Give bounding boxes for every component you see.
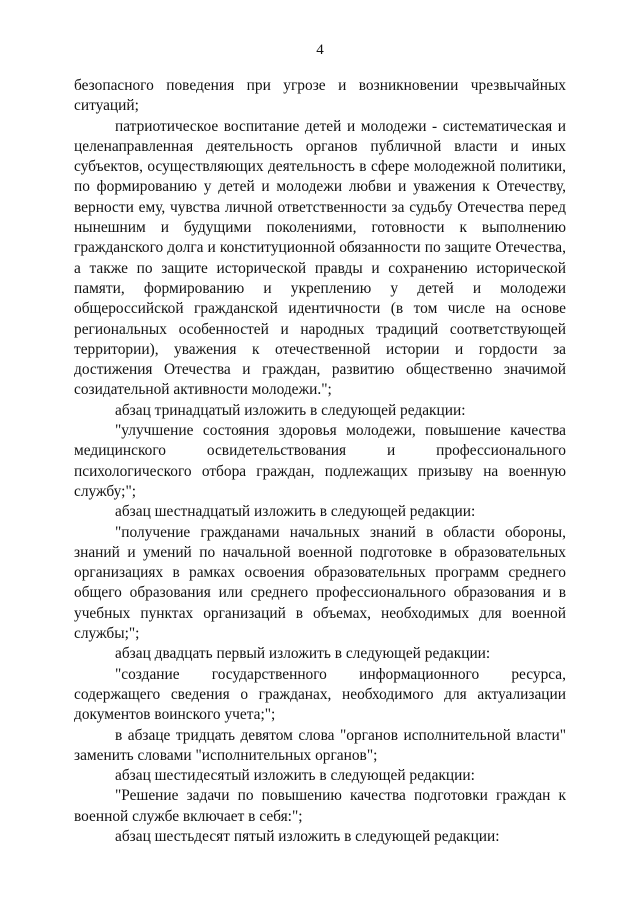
paragraph-quote-task: "Решение задачи по повышению качества подготовки граждан к военной службе включает в себя:"; <box>74 787 566 825</box>
paragraph-amendment-16: абзац шестнадцатый изложить в следующей редакции: <box>115 503 476 521</box>
paragraph-continuation: безопасного поведения при угрозе и возникновении чрезвычайных ситуаций; <box>74 77 566 115</box>
paragraph-amendment-39: в абзаце тридцать девятом слова "органов исполнительной власти" заменить словами "исполнительных органов"; <box>74 726 566 764</box>
paragraph-quote-health: "улучшение состояния здоровья молодежи, повышение качества медицинского освидетельствования и профессионального психологического отбора граждан, подлежащих призыву на военную службу;"; <box>74 422 566 500</box>
paragraph-amendment-65: абзац шестьдесят пятый изложить в следующей редакции: <box>115 827 500 845</box>
paragraph-quote-registry: "создание государственного информационного ресурса, содержащего сведения о гражданах, необходимого для актуализации документов воинского учета;"; <box>74 665 566 724</box>
paragraph-amendment-21: абзац двадцать первый изложить в следующей редакции: <box>115 645 491 663</box>
paragraph-amendment-60: абзац шестидесятый изложить в следующей редакции: <box>115 767 475 785</box>
page-number: 4 <box>316 42 324 58</box>
paragraph-patriotic-education: патриотическое воспитание детей и молодежи - систематическая и целенаправленная деятельность органов публичной власти и иных субъектов, осуществляющих деятельность в сфере молодежной политики, по формированию у детей и молодежи любви и уважения к Отечеству, верности ему, чувства личной ответственности за судьбу Отечества перед нынешним и будущими поколениями, готовности к выполнению гражданского долга и конституционной обязанности по защите Отечества, а также по защите исторической правды и сохранению исторической памяти, формированию и укреплению у детей и молодежи общероссийской гражданской идентичности (в том числе на основе региональных особенностей и народных традиций соответствующей территории), уважения к отечественной истории и гордости за достижения Отечества и граждан, развитию общественно значимой созидательной активности молодежи."; <box>74 117 566 399</box>
paragraph-quote-training: "получение гражданами начальных знаний в области обороны, знаний и умений по начальной военной подготовке в образовательных организациях в рамках освоения образовательных программ среднего общего образования или среднего профессионального образования и в учебных пунктах организаций в объемах, необходимых для военной службы;"; <box>74 523 566 643</box>
document-body <box>74 76 566 847</box>
paragraph-amendment-13: абзац тринадцатый изложить в следующей редакции: <box>115 401 466 419</box>
